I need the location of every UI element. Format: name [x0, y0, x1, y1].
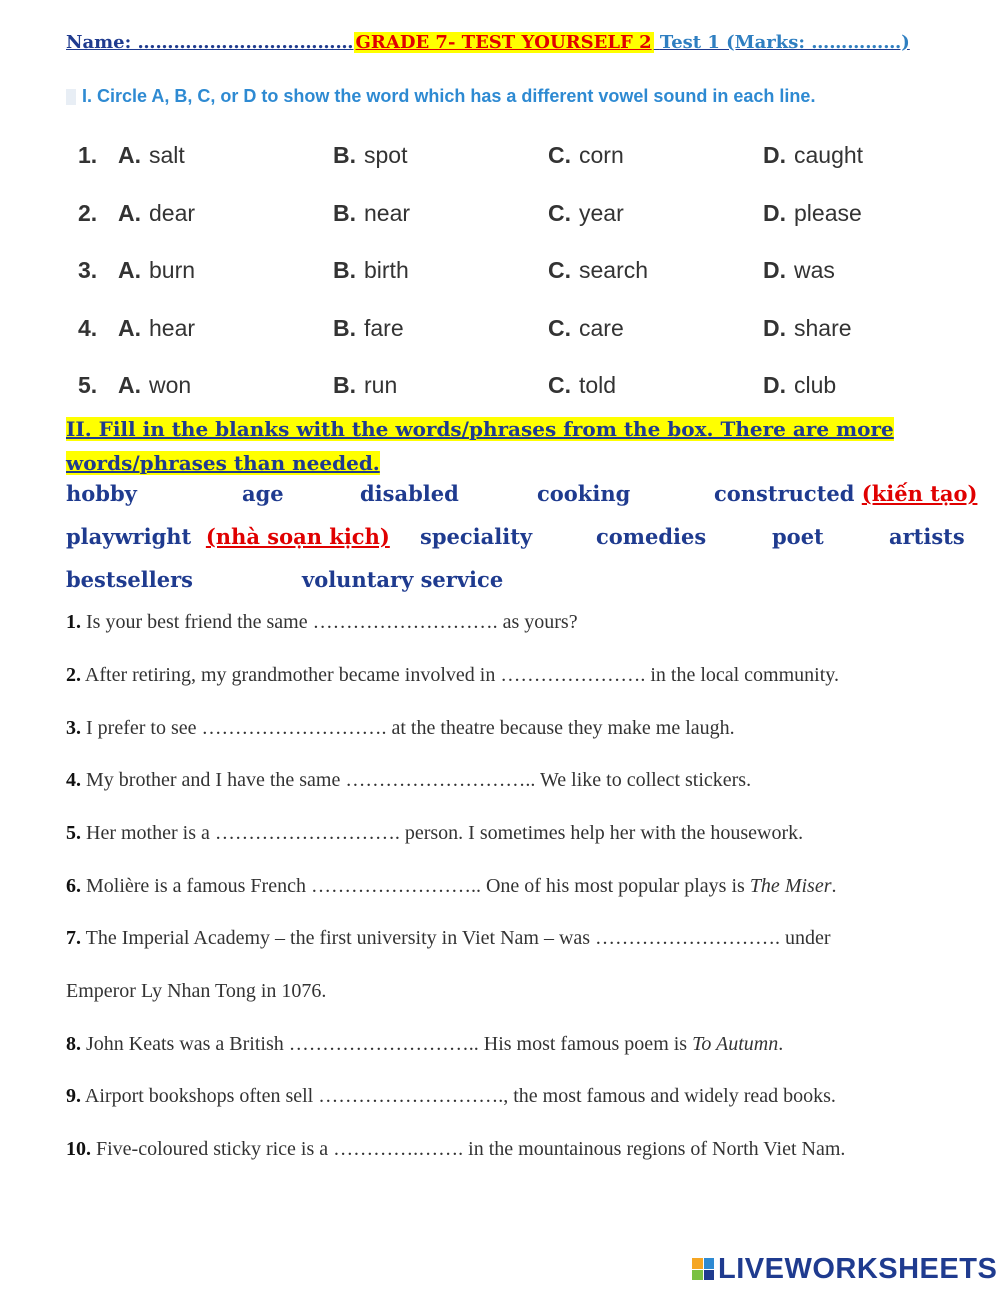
- test-marks: Test 1 (Marks: ……………): [659, 32, 910, 53]
- option-b[interactable]: B. spot: [333, 142, 408, 168]
- option-d[interactable]: D. was: [763, 257, 835, 283]
- word-poet: poet: [772, 524, 824, 549]
- option-d[interactable]: D. please: [763, 200, 862, 226]
- word-playwright: playwright (nhà soạn kịch): [66, 524, 390, 549]
- option-d[interactable]: D. caught: [763, 142, 864, 168]
- word-bestsellers: bestsellers: [66, 567, 193, 592]
- word-artists: artists: [889, 524, 965, 549]
- option-a[interactable]: A. salt: [118, 142, 185, 168]
- word-comedies: comedies: [596, 524, 707, 549]
- word-constructed: constructed (kiến tạo): [714, 481, 978, 506]
- grade-title: GRADE 7- TEST YOURSELF 2: [355, 32, 652, 53]
- liveworksheets-logo: [692, 1252, 997, 1286]
- option-a[interactable]: A. dear: [118, 200, 196, 226]
- question-7[interactable]: 7. The Imperial Academy – the first university in Viet Nam – was ………………………. under: [66, 927, 831, 949]
- question-number: 1.: [78, 142, 98, 168]
- option-c[interactable]: C. search: [548, 257, 649, 283]
- question-9[interactable]: 9. Airport bookshops often sell ………………………., the most famous and widely read books.: [66, 1085, 836, 1107]
- option-b[interactable]: B. near: [333, 200, 411, 226]
- option-c[interactable]: C. year: [548, 200, 624, 226]
- question-4[interactable]: 4. My brother and I have the same ……………………….. We like to collect stickers.: [66, 769, 752, 791]
- option-b[interactable]: B. birth: [333, 257, 409, 283]
- decoration-mark: [66, 89, 76, 105]
- word-disabled: disabled: [360, 481, 459, 506]
- question-10[interactable]: 10. Five-coloured sticky rice is a ………….……. in the mountainous regions of North Viet Nam.: [66, 1138, 846, 1160]
- option-c[interactable]: C. corn: [548, 142, 624, 168]
- word-voluntary-service: voluntary service: [302, 567, 504, 592]
- section-1-title: I. Circle A, B, C, or D to show the word which has a different vowel sound in each line.: [66, 86, 815, 107]
- worksheet-header: [66, 32, 910, 53]
- question-6[interactable]: 6. Molière is a famous French …………………….. One of his most popular plays is The Miser.: [66, 875, 837, 897]
- option-c[interactable]: C. care: [548, 315, 624, 341]
- section-2-title: II. Fill in the blanks with the words/phrases from the box. There are more words/phrases than needed.: [66, 417, 894, 475]
- question-5[interactable]: 5. Her mother is a ………………………. person. I sometimes help her with the housework.: [66, 822, 804, 844]
- word-cooking: cooking: [537, 481, 631, 506]
- option-b[interactable]: B. run: [333, 372, 398, 398]
- gloss-constructed: (kiến tạo): [861, 481, 978, 506]
- word-age: age: [242, 481, 284, 506]
- question-3[interactable]: 3. I prefer to see ………………………. at the theatre because they make me laugh.: [66, 717, 735, 739]
- logo-cube-icon: [692, 1258, 714, 1280]
- option-a[interactable]: A. hear: [118, 315, 196, 341]
- word-speciality: speciality: [420, 524, 533, 549]
- question-1[interactable]: 1. Is your best friend the same ………………………. as yours?: [66, 611, 578, 633]
- word-hobby: hobby: [66, 481, 137, 506]
- gloss-playwright: (nhà soạn kịch): [205, 524, 390, 549]
- logo-text: LIVEWORKSHEETS: [718, 1252, 998, 1285]
- option-a[interactable]: A. won: [118, 372, 192, 398]
- option-a[interactable]: A. burn: [118, 257, 196, 283]
- question-number: 2.: [78, 200, 98, 226]
- question-number: 4.: [78, 315, 98, 341]
- question-number: 3.: [78, 257, 98, 283]
- question-7-continued: Emperor Ly Nhan Tong in 1076.: [66, 980, 327, 1002]
- option-b[interactable]: B. fare: [333, 315, 404, 341]
- name-label: Name: ………………………………: [66, 32, 354, 53]
- question-8[interactable]: 8. John Keats was a British ……………………….. His most famous poem is To Autumn.: [66, 1033, 784, 1055]
- question-2[interactable]: 2. After retiring, my grandmother became involved in …………………. in the local community.: [66, 664, 839, 686]
- option-d[interactable]: D. club: [763, 372, 837, 398]
- option-d[interactable]: D. share: [763, 315, 852, 341]
- question-number: 5.: [78, 372, 98, 398]
- option-c[interactable]: C. told: [548, 372, 617, 398]
